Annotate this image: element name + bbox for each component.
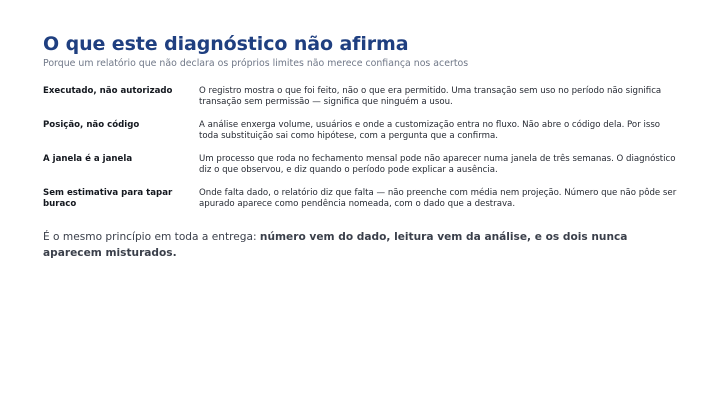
limit-text: Um processo que roda no fechamento mensal pode não aparecer numa janela de três semanas. O diagnóstico diz o que observou, e diz quando o período pode explicar a ausência. [199, 154, 676, 175]
limit-label: A janela é a janela [43, 154, 133, 164]
limit-label: Sem estimativa para tapar buraco [43, 188, 173, 209]
limit-row [43, 120, 677, 142]
limit-text: O registro mostra o que foi feito, não o que era permitido. Uma transação sem uso no período não significa transação sem permissão — significa que ninguém a usou. [199, 86, 662, 107]
limits-list [43, 86, 677, 210]
page-title: O que este diagnóstico não afirma [43, 33, 409, 55]
limit-text: A análise enxerga volume, usuários e onde a customização entra no fluxo. Não abre o código dela. Por isso toda substituição sai como hipótese, com a pergunta que a confirma. [199, 120, 661, 141]
limit-row [43, 188, 677, 210]
limit-row [43, 86, 677, 108]
page-subtitle: Porque um relatório que não declara os próprios limites não merece confiança nos acertos [43, 58, 469, 69]
limit-label: Posição, não código [43, 120, 140, 130]
limit-row [43, 154, 677, 176]
limit-label: Executado, não autorizado [43, 86, 173, 96]
closing-emphasis: número vem do dado, leitura vem da análise, e os dois nunca aparecem misturados. [43, 231, 628, 259]
closing-lead: É o mesmo princípio em toda a entrega: [43, 231, 260, 243]
limit-text: Onde falta dado, o relatório diz que falta — não preenche com média nem projeção. Número que não pôde ser apurado aparece como pendência nomeada, com o dado que a destrava. [199, 188, 677, 209]
closing-statement [43, 229, 643, 261]
